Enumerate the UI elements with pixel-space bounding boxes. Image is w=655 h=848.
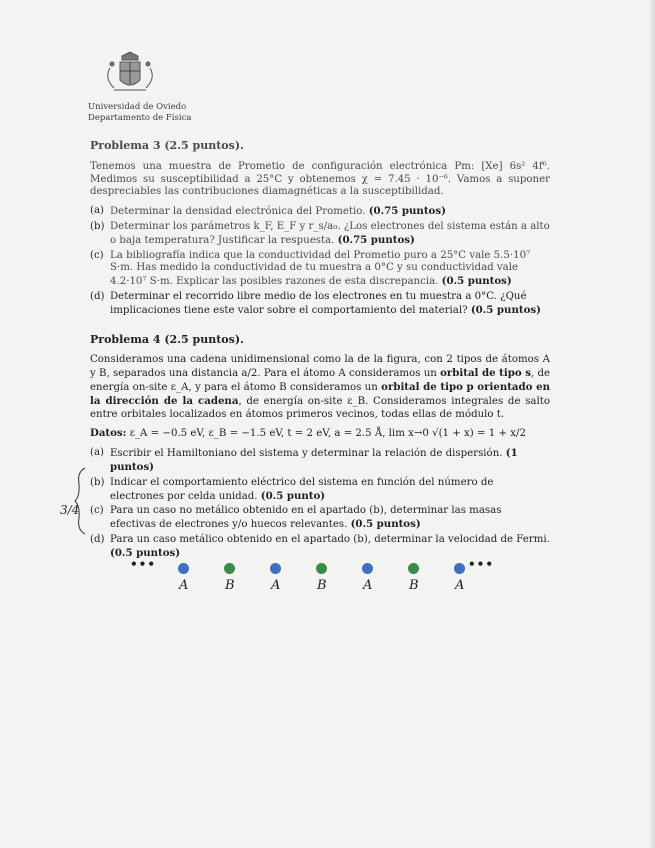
handwritten-brace-icon <box>74 466 86 536</box>
problem4-item-b: (b) Indicar el comportamiento eléctrico del sistema en función del número de electrones por celda unidad. (0.5 punto) <box>90 476 494 502</box>
chain-ellipsis-right: ••• <box>468 557 495 571</box>
problem4-intro: Consideramos una cadena unidimensional como la de la figura, con 2 tipos de átomos A y B, separados una distancia a/2. Para el átomo A consideramos un orbital de tipo s, de energía on-site ε_A, y para el átomo B consideramos un orbital de tipo p orientado en la dirección de la cadena, de energía on-site ε_B. Consideramos integrales de salto entre orbitales localizados en átomos primeros vecinos, todas ellas de módulo t. <box>90 354 550 420</box>
problem3-title: Problema 3 (2.5 puntos). <box>90 139 244 152</box>
atom-b-dot <box>408 563 419 574</box>
handwritten-score: 3/4 <box>60 503 80 517</box>
problem4-list <box>90 447 550 560</box>
chain-ellipsis-left: ••• <box>130 557 157 571</box>
atom-a-dot <box>270 563 281 574</box>
problem3-item-c: (c) La bibliografía indica que la conductividad del Prometio puro a 25°C vale 5.5·10⁷ S·m. Has medido la conductividad de tu muestra a 0°C y su conductividad vale 4.2·10⁷ S·m. Explicar las posibles razones de esta discrepancia. (0.5 puntos) <box>90 249 531 288</box>
problem4-item-d: (d) Para un caso metálico obtenido en el apartado (b), determinar la velocidad de Fermi. (0.5 puntos) <box>90 533 550 559</box>
atom-label: A <box>271 578 281 593</box>
university-crest-icon <box>100 50 160 98</box>
problem3-item-a: (a) Determinar la densidad electrónica del Prometio. (0.75 puntos) <box>90 205 446 218</box>
problem3-intro: Tenemos una muestra de Prometio de configuración electrónica Pm: [Xe] 6s² 4f⁶. Medimos su susceptibilidad a 25°C y obtenemos χ = 7.45 · 10⁻⁶. Vamos a suponer despreciables las contribuciones diamagnéticas a la susceptibilidad. <box>90 160 550 198</box>
problem4-data: Datos: ε_A = −0.5 eV, ε_B = −1.5 eV, t = 2 eV, a = 2.5 Å, lim x→0 √(1 + x) = 1 + x/2 <box>90 427 526 440</box>
department-name: Departamento de Física <box>88 113 192 123</box>
atom-label: B <box>225 578 235 593</box>
problem3-item-b: (b) Determinar los parámetros k_F, E_F y r_s/a₀. ¿Los electrones del sistema están a alto o baja temperatura? Justificar la respuesta. (0.75 puntos) <box>90 220 550 246</box>
atom-b-dot <box>224 563 235 574</box>
problem4-item-a: (a) Escribir el Hamiltoniano del sistema y determinar la relación de dispersión. (1 puntos) <box>90 447 518 473</box>
exam-body <box>90 140 550 563</box>
atom-a-dot <box>362 563 373 574</box>
letterhead <box>88 102 191 124</box>
problem3-item-d: (d) Determinar el recorrido libre medio de los electrones en tu muestra a 0°C. ¿Qué implicaciones tiene este valor sobre el comportamiento del material? (0.5 puntos) <box>90 290 541 316</box>
atom-a-dot <box>178 563 189 574</box>
problem4-title: Problema 4 (2.5 puntos). <box>90 332 244 346</box>
university-name: Universidad de Oviedo <box>88 102 187 112</box>
atom-chain-figure <box>130 556 495 596</box>
page-edge-shadow <box>649 0 655 848</box>
problem3-list <box>90 205 550 317</box>
atom-label: A <box>455 578 465 593</box>
atom-label: B <box>409 578 419 593</box>
atom-label: A <box>179 578 189 593</box>
atom-b-dot <box>316 563 327 574</box>
atom-a-dot <box>454 563 465 574</box>
atom-label: A <box>363 578 373 593</box>
atom-label: B <box>317 578 327 593</box>
problem4-item-c: (c) Para un caso no metálico obtenido en el apartado (b), determinar las masas efectivas de electrones y/o huecos relevantes. (0.5 puntos) <box>90 505 502 531</box>
